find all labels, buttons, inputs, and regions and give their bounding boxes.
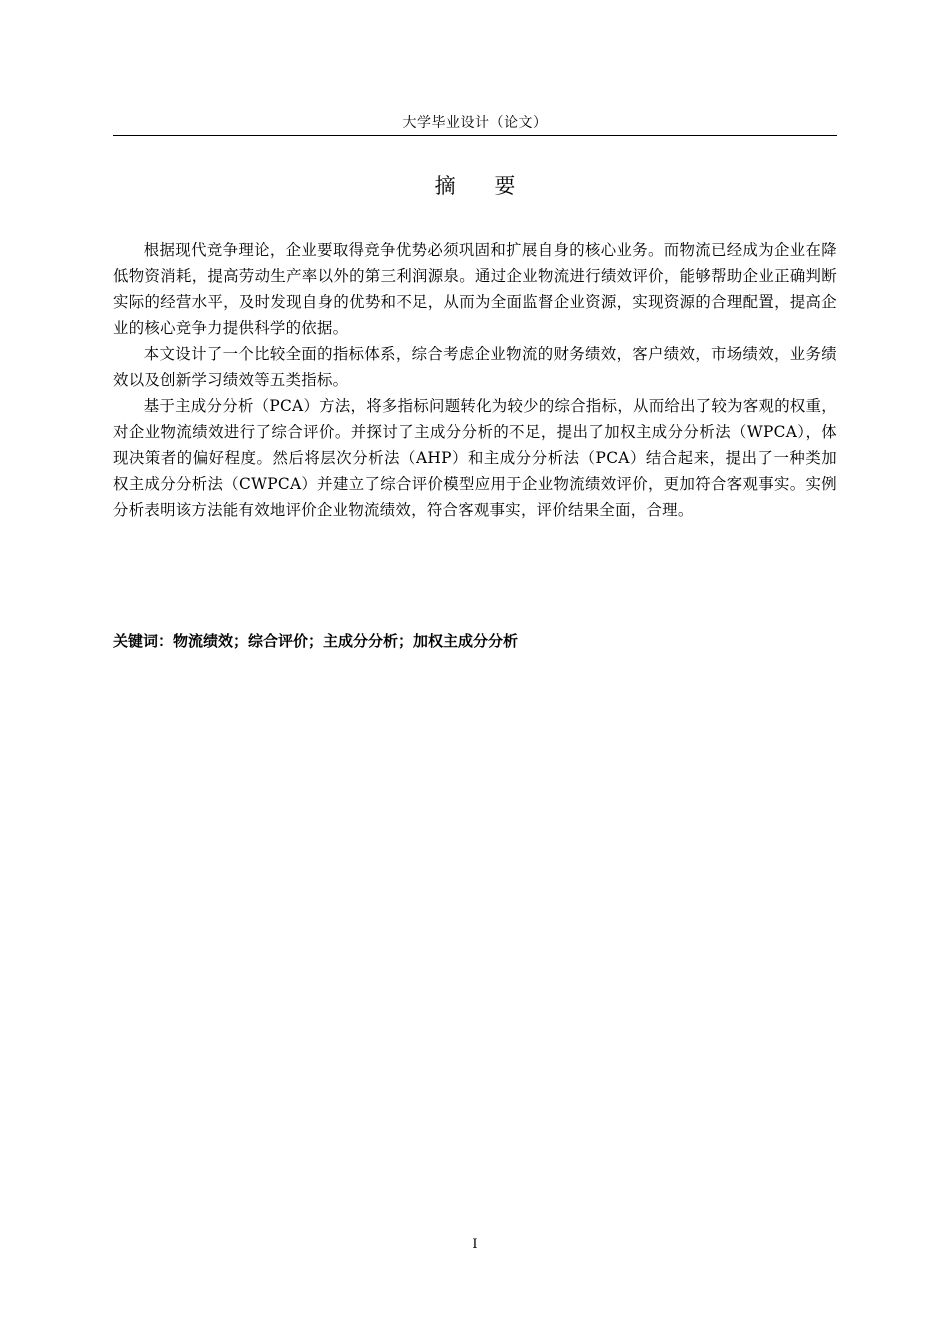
abstract-paragraph-1: 根据现代竞争理论，企业要取得竞争优势必须巩固和扩展自身的核心业务。而物流已经成为企业在降低物资消耗，提高劳动生产率以外的第三利润源泉。通过企业物流进行绩效评价，能够帮助企业正确判断实际的经营水平，及时发现自身的优势和不足，从而为全面监督企业资源，实现资源的合理配置，提高企业的核心竞争力提供科学的依据。 (113, 241, 837, 337)
keywords-text: 物流绩效；综合评价；主成分分析；加权主成分分析 (173, 632, 519, 650)
keywords (113, 628, 837, 654)
abstract-title: 摘 要 (434, 174, 532, 198)
page-number: I (472, 1237, 478, 1252)
abstract-paragraph-2: 本文设计了一个比较全面的指标体系，综合考虑企业物流的财务绩效，客户绩效，市场绩效，业务绩效以及创新学习绩效等五类指标。 (113, 345, 837, 389)
page-header (113, 111, 837, 136)
keywords-label: 关键词： (113, 632, 174, 650)
abstract-paragraph-3: 基于主成分分析（PCA）方法，将多指标问题转化为较少的综合指标，从而给出了较为客观的权重，对企业物流绩效进行了综合评价。并探讨了主成分分析的不足，提出了加权主成分分析法（WPCA），体现决策者的偏好程度。然后将层次分析法（AHP）和主成分分析法（PCA）结合起来，提出了一种类加权主成分分析法（CWPCA）并建立了综合评价模型应用于企业物流绩效评价，更加符合客观事实。实例分析表明该方法能有效地评价企业物流绩效，符合客观事实，评价结果全面，合理。 (113, 397, 837, 519)
header-title: 大学毕业设计（论文） (402, 115, 548, 131)
abstract-body (113, 237, 837, 523)
